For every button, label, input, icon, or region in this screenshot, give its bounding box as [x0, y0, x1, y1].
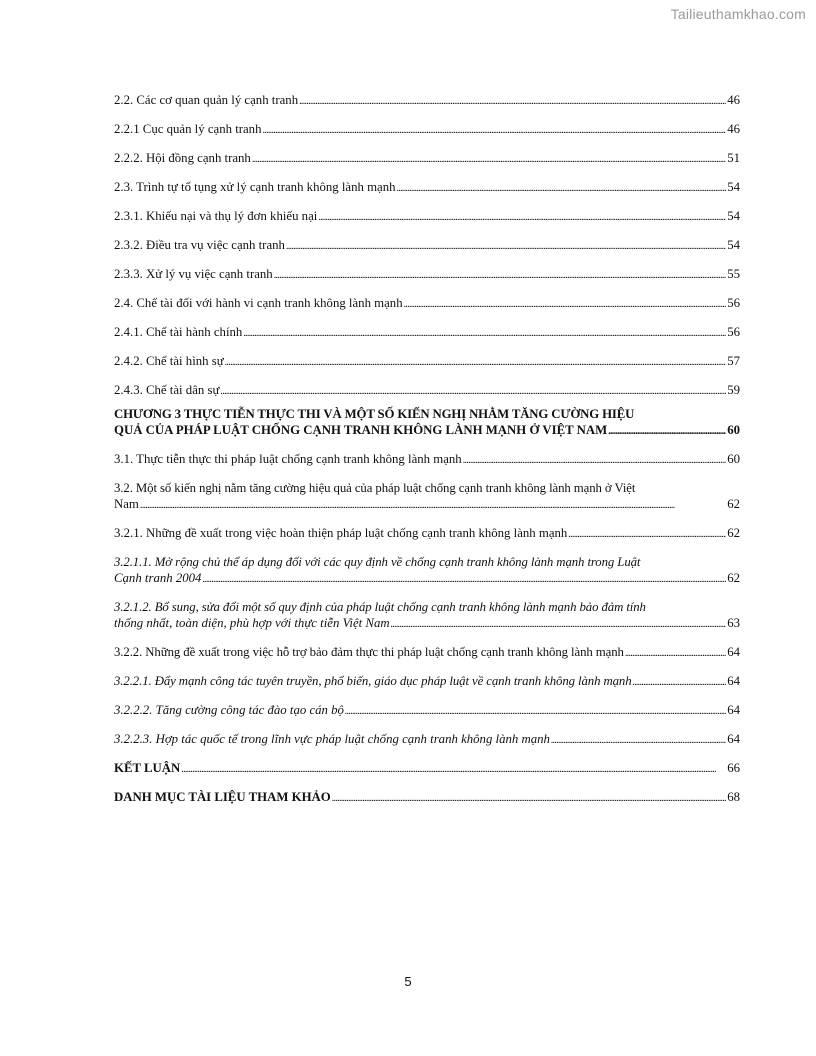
toc-entry-page: 63 — [727, 616, 740, 630]
toc-entry-3-2-1-2[interactable] — [114, 599, 740, 633]
toc-leader — [252, 150, 726, 168]
toc-leader — [391, 615, 727, 633]
toc-entry-page: 62 — [727, 497, 740, 511]
toc-entry-page: 60 — [727, 423, 740, 437]
toc-entry-line1: 3.2.1.2. Bổ sung, sửa đổi một số quy định của pháp luật chống cạnh tranh không lành mạnh bảo đảm tính — [114, 600, 646, 614]
toc-entry-title: 2.3.3. Xử lý vụ việc cạnh tranh — [114, 267, 273, 281]
toc-entry-conclusion[interactable] — [114, 760, 740, 778]
toc-entry-title: 2.3.2. Điều tra vụ việc cạnh tranh — [114, 238, 285, 252]
toc-entry-chapter-3[interactable] — [114, 406, 740, 440]
toc-entry-2-3[interactable] — [114, 179, 740, 197]
toc-entry-page: 56 — [727, 325, 740, 339]
toc-entry-3-2-1[interactable] — [114, 525, 740, 543]
toc-leader — [274, 266, 727, 284]
toc-leader — [608, 422, 726, 440]
toc-entry-2-3-3[interactable] — [114, 266, 740, 284]
toc-entry-line2: Cạnh tranh 2004 — [114, 571, 202, 585]
toc-entry-title: 2.3.1. Khiếu nại và thụ lý đơn khiếu nại — [114, 209, 318, 223]
table-of-contents — [114, 92, 740, 818]
toc-entry-line1: 3.2. Một số kiến nghị nằm tăng cường hiệu quả của pháp luật chống cạnh tranh không lành mạnh ở Việt — [114, 481, 636, 495]
toc-leader — [404, 295, 727, 313]
toc-entry-2-4-3[interactable] — [114, 382, 740, 400]
toc-leader — [345, 702, 726, 720]
page-number: 5 — [404, 974, 412, 989]
toc-entry-page: 64 — [727, 674, 740, 688]
toc-entry-page: 54 — [727, 180, 740, 194]
toc-leader — [332, 789, 726, 807]
toc-entry-3-1[interactable] — [114, 451, 740, 469]
toc-leader — [397, 179, 727, 197]
toc-entry-title: 3.2.2.1. Đẩy mạnh công tác tuyên truyền, phổ biến, giáo dục pháp luật về cạnh tranh không lành mạnh — [114, 674, 632, 688]
toc-entry-2-4-2[interactable] — [114, 353, 740, 371]
toc-entry-page: 68 — [727, 790, 740, 804]
toc-entry-title: 2.4.3. Chế tài dân sự — [114, 383, 220, 397]
toc-entry-title: 3.1. Thực tiễn thực thi pháp luật chống cạnh tranh không lành mạnh — [114, 452, 462, 466]
toc-entry-page: 54 — [727, 209, 740, 223]
toc-entry-page: 54 — [727, 238, 740, 252]
toc-entry-title: 2.4.2. Chế tài hình sự — [114, 354, 224, 368]
toc-entry-line2: Nam — [114, 497, 139, 511]
toc-entry-title: DANH MỤC TÀI LIỆU THAM KHẢO — [114, 790, 331, 804]
toc-entry-title: 2.3. Trình tự tố tụng xử lý cạnh tranh không lành mạnh — [114, 180, 396, 194]
toc-entry-line1: 3.2.1.1. Mở rộng chủ thể áp dụng đối với các quy định về chống cạnh tranh không lành mạnh trong Luật — [114, 555, 641, 569]
toc-entry-title: 2.2. Các cơ quan quản lý cạnh tranh — [114, 93, 299, 107]
toc-leader — [262, 121, 726, 139]
toc-entry-page: 66 — [727, 761, 740, 775]
toc-entry-2-3-2[interactable] — [114, 237, 740, 255]
toc-entry-2-2[interactable] — [114, 92, 740, 110]
toc-entry-page: 60 — [727, 452, 740, 466]
toc-entry-3-2-1-1[interactable] — [114, 554, 740, 588]
toc-leader — [633, 673, 727, 691]
toc-leader — [463, 451, 727, 469]
toc-leader — [181, 760, 726, 778]
toc-entry-title: 3.2.2.2. Tăng cường công tác đào tạo cán bộ — [114, 703, 344, 717]
toc-entry-3-2-2-2[interactable] — [114, 702, 740, 720]
toc-entry-page: 62 — [727, 526, 740, 540]
toc-leader — [318, 208, 726, 226]
toc-entry-2-3-1[interactable] — [114, 208, 740, 226]
toc-entry-3-2-2-3[interactable] — [114, 731, 740, 749]
toc-entry-2-2-2[interactable] — [114, 150, 740, 168]
toc-entry-page: 56 — [727, 296, 740, 310]
toc-entry-line2: thống nhất, toàn diện, phù hợp với thực tiễn Việt Nam — [114, 616, 390, 630]
toc-leader — [243, 324, 726, 342]
toc-entry-2-4[interactable] — [114, 295, 740, 313]
toc-entry-references[interactable] — [114, 789, 740, 807]
toc-entry-3-2-2[interactable] — [114, 644, 740, 662]
toc-leader — [299, 92, 726, 110]
toc-leader — [568, 525, 726, 543]
toc-entry-page: 59 — [727, 383, 740, 397]
toc-leader — [625, 644, 726, 662]
toc-entry-3-2-2-1[interactable] — [114, 673, 740, 691]
toc-entry-2-2-1[interactable] — [114, 121, 740, 139]
toc-entry-page: 64 — [727, 645, 740, 659]
toc-entry-page: 62 — [727, 571, 740, 585]
toc-leader — [140, 496, 726, 514]
toc-entry-line2: QUẢ CỦA PHÁP LUẬT CHỐNG CẠNH TRANH KHÔNG LÀNH MẠNH Ở VIỆT NAM — [114, 423, 608, 437]
toc-entry-page: 64 — [727, 732, 740, 746]
toc-entry-2-4-1[interactable] — [114, 324, 740, 342]
toc-entry-page: 64 — [727, 703, 740, 717]
toc-entry-page: 46 — [727, 122, 740, 136]
toc-leader — [225, 353, 727, 371]
toc-entry-page: 57 — [727, 354, 740, 368]
toc-entry-page: 55 — [727, 267, 740, 281]
toc-leader — [220, 382, 726, 400]
toc-entry-title: 2.2.1 Cục quản lý cạnh tranh — [114, 122, 262, 136]
toc-entry-title: 3.2.2.3. Hợp tác quốc tế trong lĩnh vực pháp luật chống cạnh tranh không lành mạnh — [114, 732, 550, 746]
toc-entry-title: 3.2.1. Những đề xuất trong việc hoàn thiện pháp luật chống cạnh tranh không lành mạnh — [114, 526, 568, 540]
toc-entry-page: 46 — [727, 93, 740, 107]
toc-leader — [551, 731, 726, 749]
toc-entry-page: 51 — [727, 151, 740, 165]
watermark: Tailieuthamkhao.com — [670, 6, 806, 22]
toc-entry-title: KẾT LUẬN — [114, 761, 181, 775]
toc-entry-line1: CHƯƠNG 3 THỰC TIỄN THỰC THI VÀ MỘT SỐ KIẾN NGHỊ NHẰM TĂNG CƯỜNG HIỆU — [114, 407, 635, 421]
toc-entry-title: 2.2.2. Hội đồng cạnh tranh — [114, 151, 251, 165]
toc-entry-title: 2.4. Chế tài đối với hành vi cạnh tranh không lành mạnh — [114, 296, 403, 310]
toc-entry-3-2[interactable] — [114, 480, 740, 514]
toc-entry-title: 2.4.1. Chế tài hành chính — [114, 325, 243, 339]
toc-leader — [286, 237, 726, 255]
toc-leader — [202, 570, 726, 588]
toc-entry-title: 3.2.2. Những đề xuất trong việc hỗ trợ bảo đảm thực thi pháp luật chống cạnh tranh không lành mạnh — [114, 645, 624, 659]
